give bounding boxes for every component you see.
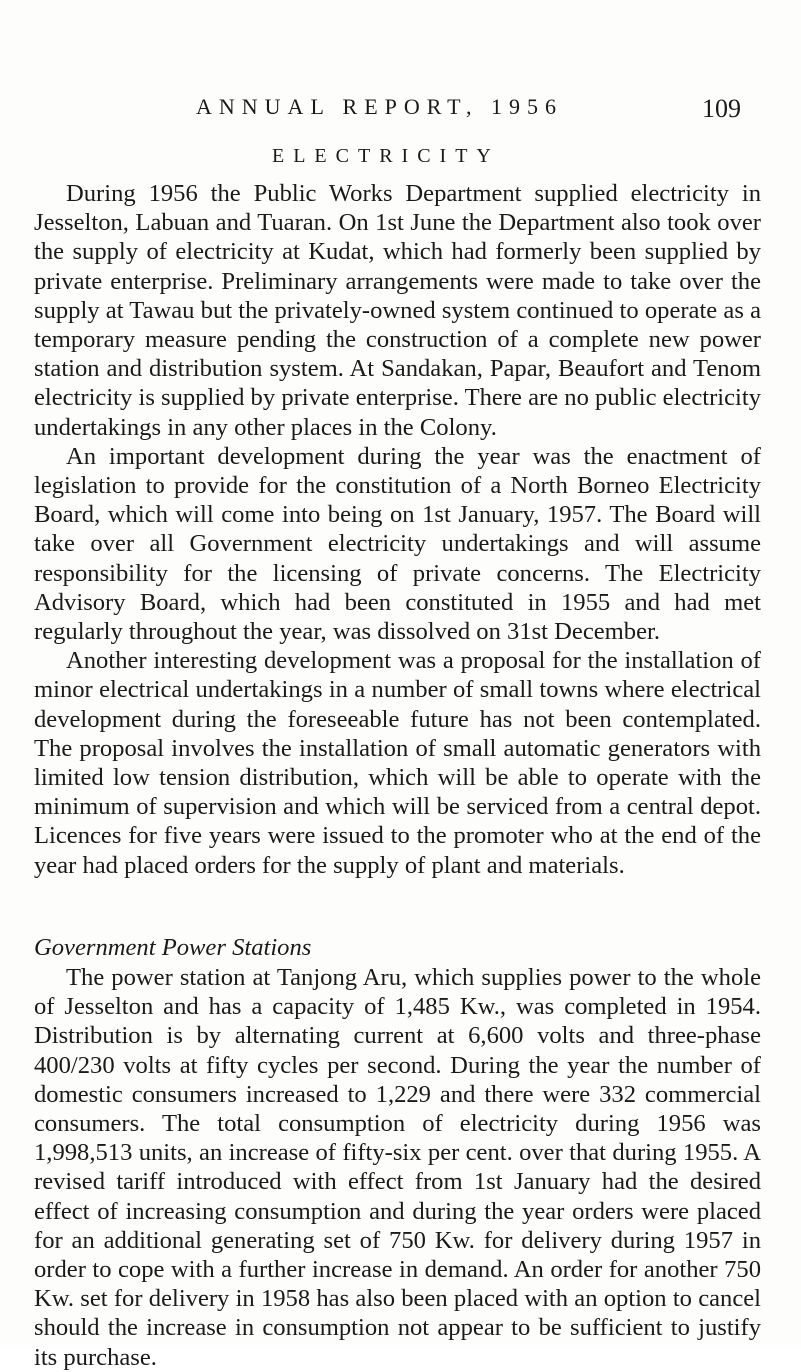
section-title: ELECTRICITY (272, 145, 500, 167)
paragraph-tanjong-aru: The power station at Tanjong Aru, which supplies power to the whole of Jesselton and has a capacity of 1,485 Kw., was completed in 1954. Distribution is by alternating current at 6,600 volts and three-phase 400/230 volts at fifty cycles per second. During the year the number of domestic consumers increased to 1,229 and there were 332 commercial consumers. The total consumption of electricity during 1956 was 1,998,513 units, an increase of fifty-six per cent. over that during 1955. A revised tariff introduced with effect from 1st January had the desired effect of increasing consumption and during the year orders were placed for an additional generating set of 750 Kw. for delivery during 1957 in order to cope with a further increase in demand. An order for another 750 Kw. set for delivery in 1958 has also been placed with an option to cancel should the increase in consumption not appear to be sufficient to justify its purchase. (34, 964, 761, 1371)
electricity-section-body (34, 179, 761, 880)
paragraph-supply-overview: During 1956 the Public Works Department supplied electricity in Jesselton, Labuan and Tuaran. On 1st June the Department also took over the supply of electricity at Kudat, which had formerly been supplied by private enterprise. Preliminary arrangements were made to take over the supply at Tawau but the privately-owned system continued to operate as a temporary measure pending the construction of a complete new power station and distribution system. At Sandakan, Papar, Beaufort and Tenom electricity is supplied by private enterprise. There are no public electricity undertakings in any other places in the Colony. (34, 180, 761, 441)
power-stations-body (34, 963, 761, 1372)
subsection-heading: Government Power Stations (34, 934, 312, 961)
page-number: 109 (702, 94, 741, 123)
paragraph-electricity-board: An important development during the year was the enactment of legislation to provide for the constitution of a North Borneo Electricity Board, which will come into being on 1st January, 1957. The Board will take over all Government electricity undertakings and will assume responsibility for the licensing of private concerns. The Electricity Advisory Board, which had been constituted in 1955 and had met regularly throughout the year, was dissolved on 31st December. (34, 442, 761, 646)
running-head: ANNUAL REPORT, 1956 (196, 94, 563, 119)
paragraph-minor-undertakings: Another interesting development was a proposal for the installation of minor electrical undertakings in a number of small towns where electrical development during the foreseeable future has not been contemplated. The proposal involves the installation of small automatic generators with limited low tension distribution, which will be able to operate with the minimum of supervision and which will be serviced from a central depot. Licences for five years were issued to the promoter who at the end of the year had placed orders for the supply of plant and materials. (34, 647, 761, 879)
